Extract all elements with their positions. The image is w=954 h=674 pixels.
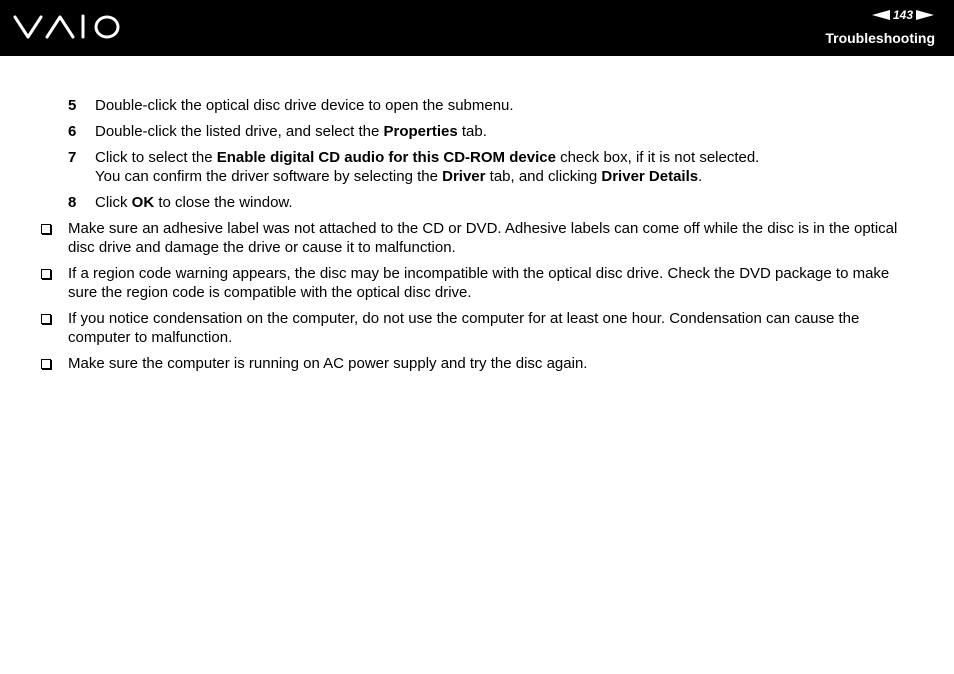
vaio-logo-text: VAIO (13, 13, 16, 14)
vaio-logo (13, 13, 121, 41)
step-text: Click to select the (95, 149, 217, 166)
step-text: Double-click the optical disc drive device to open the submenu. (95, 97, 514, 114)
triangle-left-icon[interactable] (872, 10, 890, 20)
list-item-text: If you notice condensation on the computer, do not use the computer for at least one hour. Condensation can cause the computer to malfunction. (68, 310, 860, 346)
list-item-text: Make sure an adhesive label was not attached to the CD or DVD. Adhesive labels can come off while the disc is in the optical disc drive and damage the drive or cause it to malfunction. (68, 220, 898, 256)
section-title: Troubleshooting (825, 30, 935, 46)
step-number: 6 (68, 123, 77, 140)
step-5 (0, 96, 954, 115)
step-text: You can confirm the driver software by selecting the (95, 168, 443, 185)
page-content (0, 96, 954, 380)
step-text-bold: Driver (442, 168, 486, 185)
checkbox-bullet-icon (41, 314, 51, 324)
step-text: . (698, 168, 703, 185)
step-text-bold: OK (131, 194, 155, 211)
triangle-right-icon[interactable] (916, 10, 934, 20)
step-text: check box, if it is not selected. (555, 149, 760, 166)
step-text: Click (95, 194, 132, 211)
checkbox-bullet-icon (41, 269, 51, 279)
step-text: Double-click the listed drive, and select the (95, 123, 384, 140)
step-number: 5 (68, 97, 77, 114)
list-item (0, 264, 954, 302)
step-7 (0, 148, 954, 186)
page-number: 143 (892, 8, 913, 22)
step-number: 7 (68, 149, 77, 166)
list-item-text: Make sure the computer is running on AC power supply and try the disc again. (68, 355, 588, 372)
list-item (0, 219, 954, 257)
step-text-bold: Driver Details (601, 168, 699, 185)
step-text: to close the window. (154, 194, 293, 211)
list-item (0, 354, 954, 373)
step-text: tab. (457, 123, 487, 140)
step-number: 8 (68, 194, 77, 211)
step-text: tab, and clicking (485, 168, 602, 185)
checkbox-bullet-icon (41, 224, 51, 234)
list-item (0, 309, 954, 347)
step-text-bold: Properties (383, 123, 458, 140)
page-header (0, 0, 954, 56)
step-text-bold: Enable digital CD audio for this CD-ROM device (216, 149, 556, 166)
step-6 (0, 122, 954, 141)
checkbox-bullet-icon (41, 359, 51, 369)
list-item-text: If a region code warning appears, the disc may be incompatible with the optical disc drive. Check the DVD package to make sure the region code is compatible with the optical disc drive. (68, 265, 890, 301)
step-8 (0, 193, 954, 212)
page-navigation (872, 6, 934, 24)
